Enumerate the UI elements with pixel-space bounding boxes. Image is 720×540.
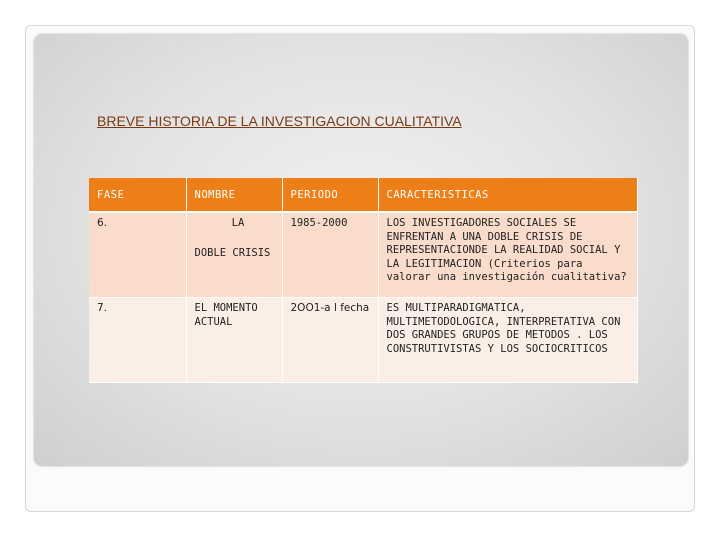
header-nombre: NOMBRE xyxy=(186,178,282,212)
header-fase: FASE xyxy=(89,178,186,212)
slide-title: BREVE HISTORIA DE LA INVESTIGACION CUALITATIVA xyxy=(97,113,462,129)
nombre-bottom: DOBLE CRISIS xyxy=(194,246,271,259)
cell-fase: 6. xyxy=(89,212,186,298)
cell-caracteristicas: LOS INVESTIGADORES SOCIALES SE ENFRENTAN A UNA DOBLE CRISIS DE REPRESENTACIONDE LA REALIDAD SOCIAL Y LA LEGITIMACION (Criterios para valorar una investigación cualitativa? xyxy=(378,212,637,298)
nombre-top: LA xyxy=(231,217,245,229)
cell-periodo: 1985-2000 xyxy=(282,212,378,298)
cell-nombre: EL MOMENTO ACTUAL xyxy=(186,298,282,383)
cell-caracteristicas: ES MULTIPARADIGMATICA, MULTIMETODOLOGICA, INTERPRETATIVA CON DOS GRANDES GRUPOS DE METODOS . LOS CONSTRUTIVISTAS Y LOS SOCIOCRITICOS xyxy=(378,298,637,383)
cell-periodo: 2OO1-a l fecha xyxy=(282,298,378,383)
table-header-row xyxy=(89,178,637,212)
cell-nombre xyxy=(186,212,282,298)
history-table xyxy=(89,178,638,383)
header-periodo: PERIODO xyxy=(282,178,378,212)
table-row xyxy=(89,212,637,298)
cell-fase: 7. xyxy=(89,298,186,383)
header-caracteristicas: CARACTERISTICAS xyxy=(378,178,637,212)
table-row xyxy=(89,298,637,383)
